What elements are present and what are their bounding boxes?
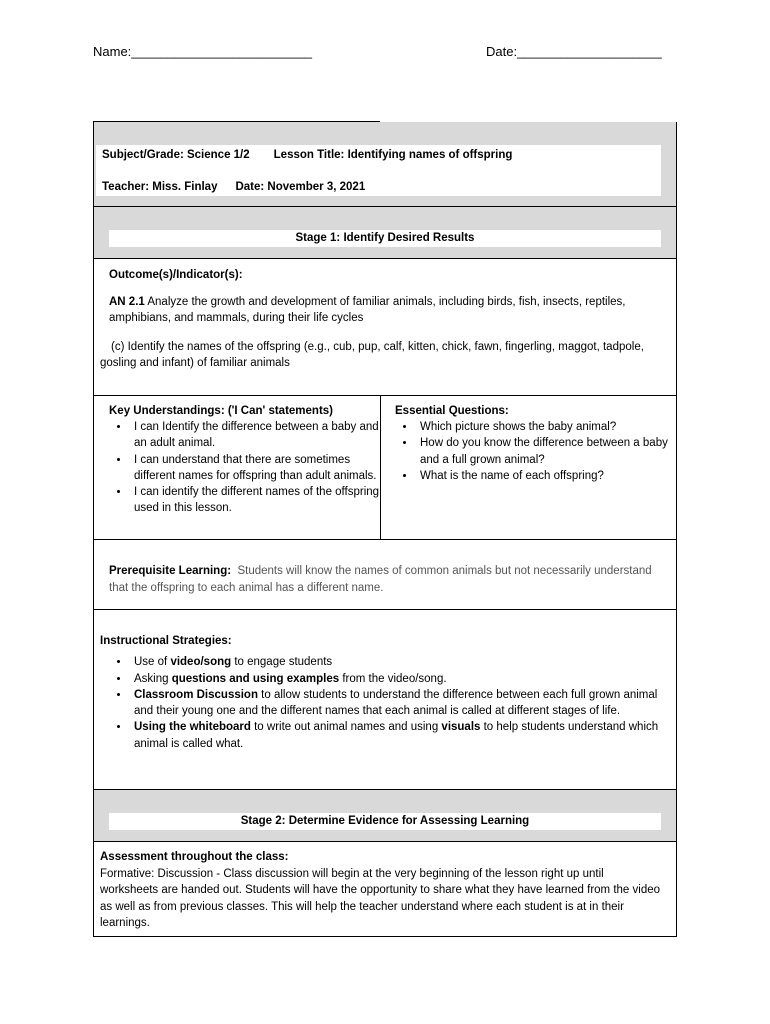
key-understandings-list: [109, 419, 380, 516]
list-item: • I can understand that there are sometimes different names for offspring than adult animals.: [130, 452, 380, 484]
list-item: • Use of video/song to engage students: [130, 654, 661, 670]
instructional-strategies-section: [94, 609, 676, 789]
lesson-info-section: [94, 122, 676, 206]
list-item: • What is the name of each offspring?: [416, 468, 676, 484]
instructional-list: [100, 654, 661, 752]
lesson-title: Lesson Title: Identifying names of offspring: [273, 149, 513, 161]
list-item: • Which picture shows the baby animal?: [416, 419, 676, 435]
key-understandings-heading: Key Understandings: ('I Can' statements): [109, 405, 334, 417]
key-understandings: [94, 396, 381, 539]
list-item: • How do you know the difference between a baby and a full grown animal?: [416, 435, 676, 467]
assessment-heading: Assessment throughout the class:: [100, 851, 289, 863]
teacher: Teacher: Miss. Finlay: [102, 181, 218, 193]
info-row-1: [102, 147, 655, 171]
lesson-date: Date: November 3, 2021: [235, 181, 366, 193]
list-item: • Using the whiteboard to write out animal names and using visuals to help students understand which animal is called what.: [130, 719, 661, 752]
stage2-section: [94, 789, 676, 841]
list-item: • I can Identify the difference between a baby and an adult animal.: [130, 419, 380, 451]
stage2-title: Stage 2: Determine Evidence for Assessing Learning: [109, 813, 661, 830]
subject-grade: Subject/Grade: Science 1/2: [102, 149, 250, 161]
outcomes-heading: Outcome(s)/Indicator(s):: [109, 269, 243, 281]
outcome-text: Analyze the growth and development of familiar animals, including birds, fish, insects, reptiles, amphibians, and mammals, during their life cycles: [109, 295, 626, 324]
outcomes-section: [94, 258, 676, 395]
assessment-section: [94, 841, 676, 936]
understandings-questions-row: [94, 395, 676, 539]
prerequisite-section: [94, 539, 676, 609]
prerequisite-text: Students will know the names of common animals but not necessarily understand that the offspring to each animal has a different name.: [109, 565, 652, 594]
name-field: Name:_________________________: [93, 44, 313, 59]
prerequisite-label: Prerequisite Learning:: [109, 565, 232, 577]
list-item: • Asking questions and using examples from the video/song.: [130, 671, 661, 687]
outcome-code: AN 2.1: [109, 295, 145, 308]
outcome-indicator: (c) Identify the names of the offspring (e.g., cub, pup, calf, kitten, chick, fawn, fingerling, maggot, tadpole, gosling and infant) of familiar animals: [100, 340, 644, 369]
essential-questions-list: [395, 419, 676, 484]
instructional-heading: Instructional Strategies:: [100, 635, 232, 647]
lesson-info-box: [96, 145, 661, 196]
lesson-plan-table: [93, 122, 677, 937]
date-field: Date:____________________: [486, 44, 662, 59]
essential-questions-heading: Essential Questions:: [395, 405, 509, 417]
list-item: • I can identify the different names of the offspring used in this lesson.: [130, 484, 380, 516]
assessment-text: Formative: Discussion - Class discussion will begin at the very beginning of the lesson right up until worksheets are handed out. Students will have the opportunity to share what they have learned from the video as well as from previous classes. This will help the teacher understand where each student is at in their learnings.: [100, 867, 661, 929]
outcome-an21: [100, 294, 661, 327]
info-row-2: [102, 171, 655, 203]
stage1-title: Stage 1: Identify Desired Results: [109, 230, 661, 247]
stage1-section: [94, 206, 676, 258]
essential-questions: [381, 396, 676, 539]
list-item: • Classroom Discussion to allow students to understand the difference between each full grown animal and their young one and the different names that each animal is called at different stages of life.: [130, 687, 661, 720]
